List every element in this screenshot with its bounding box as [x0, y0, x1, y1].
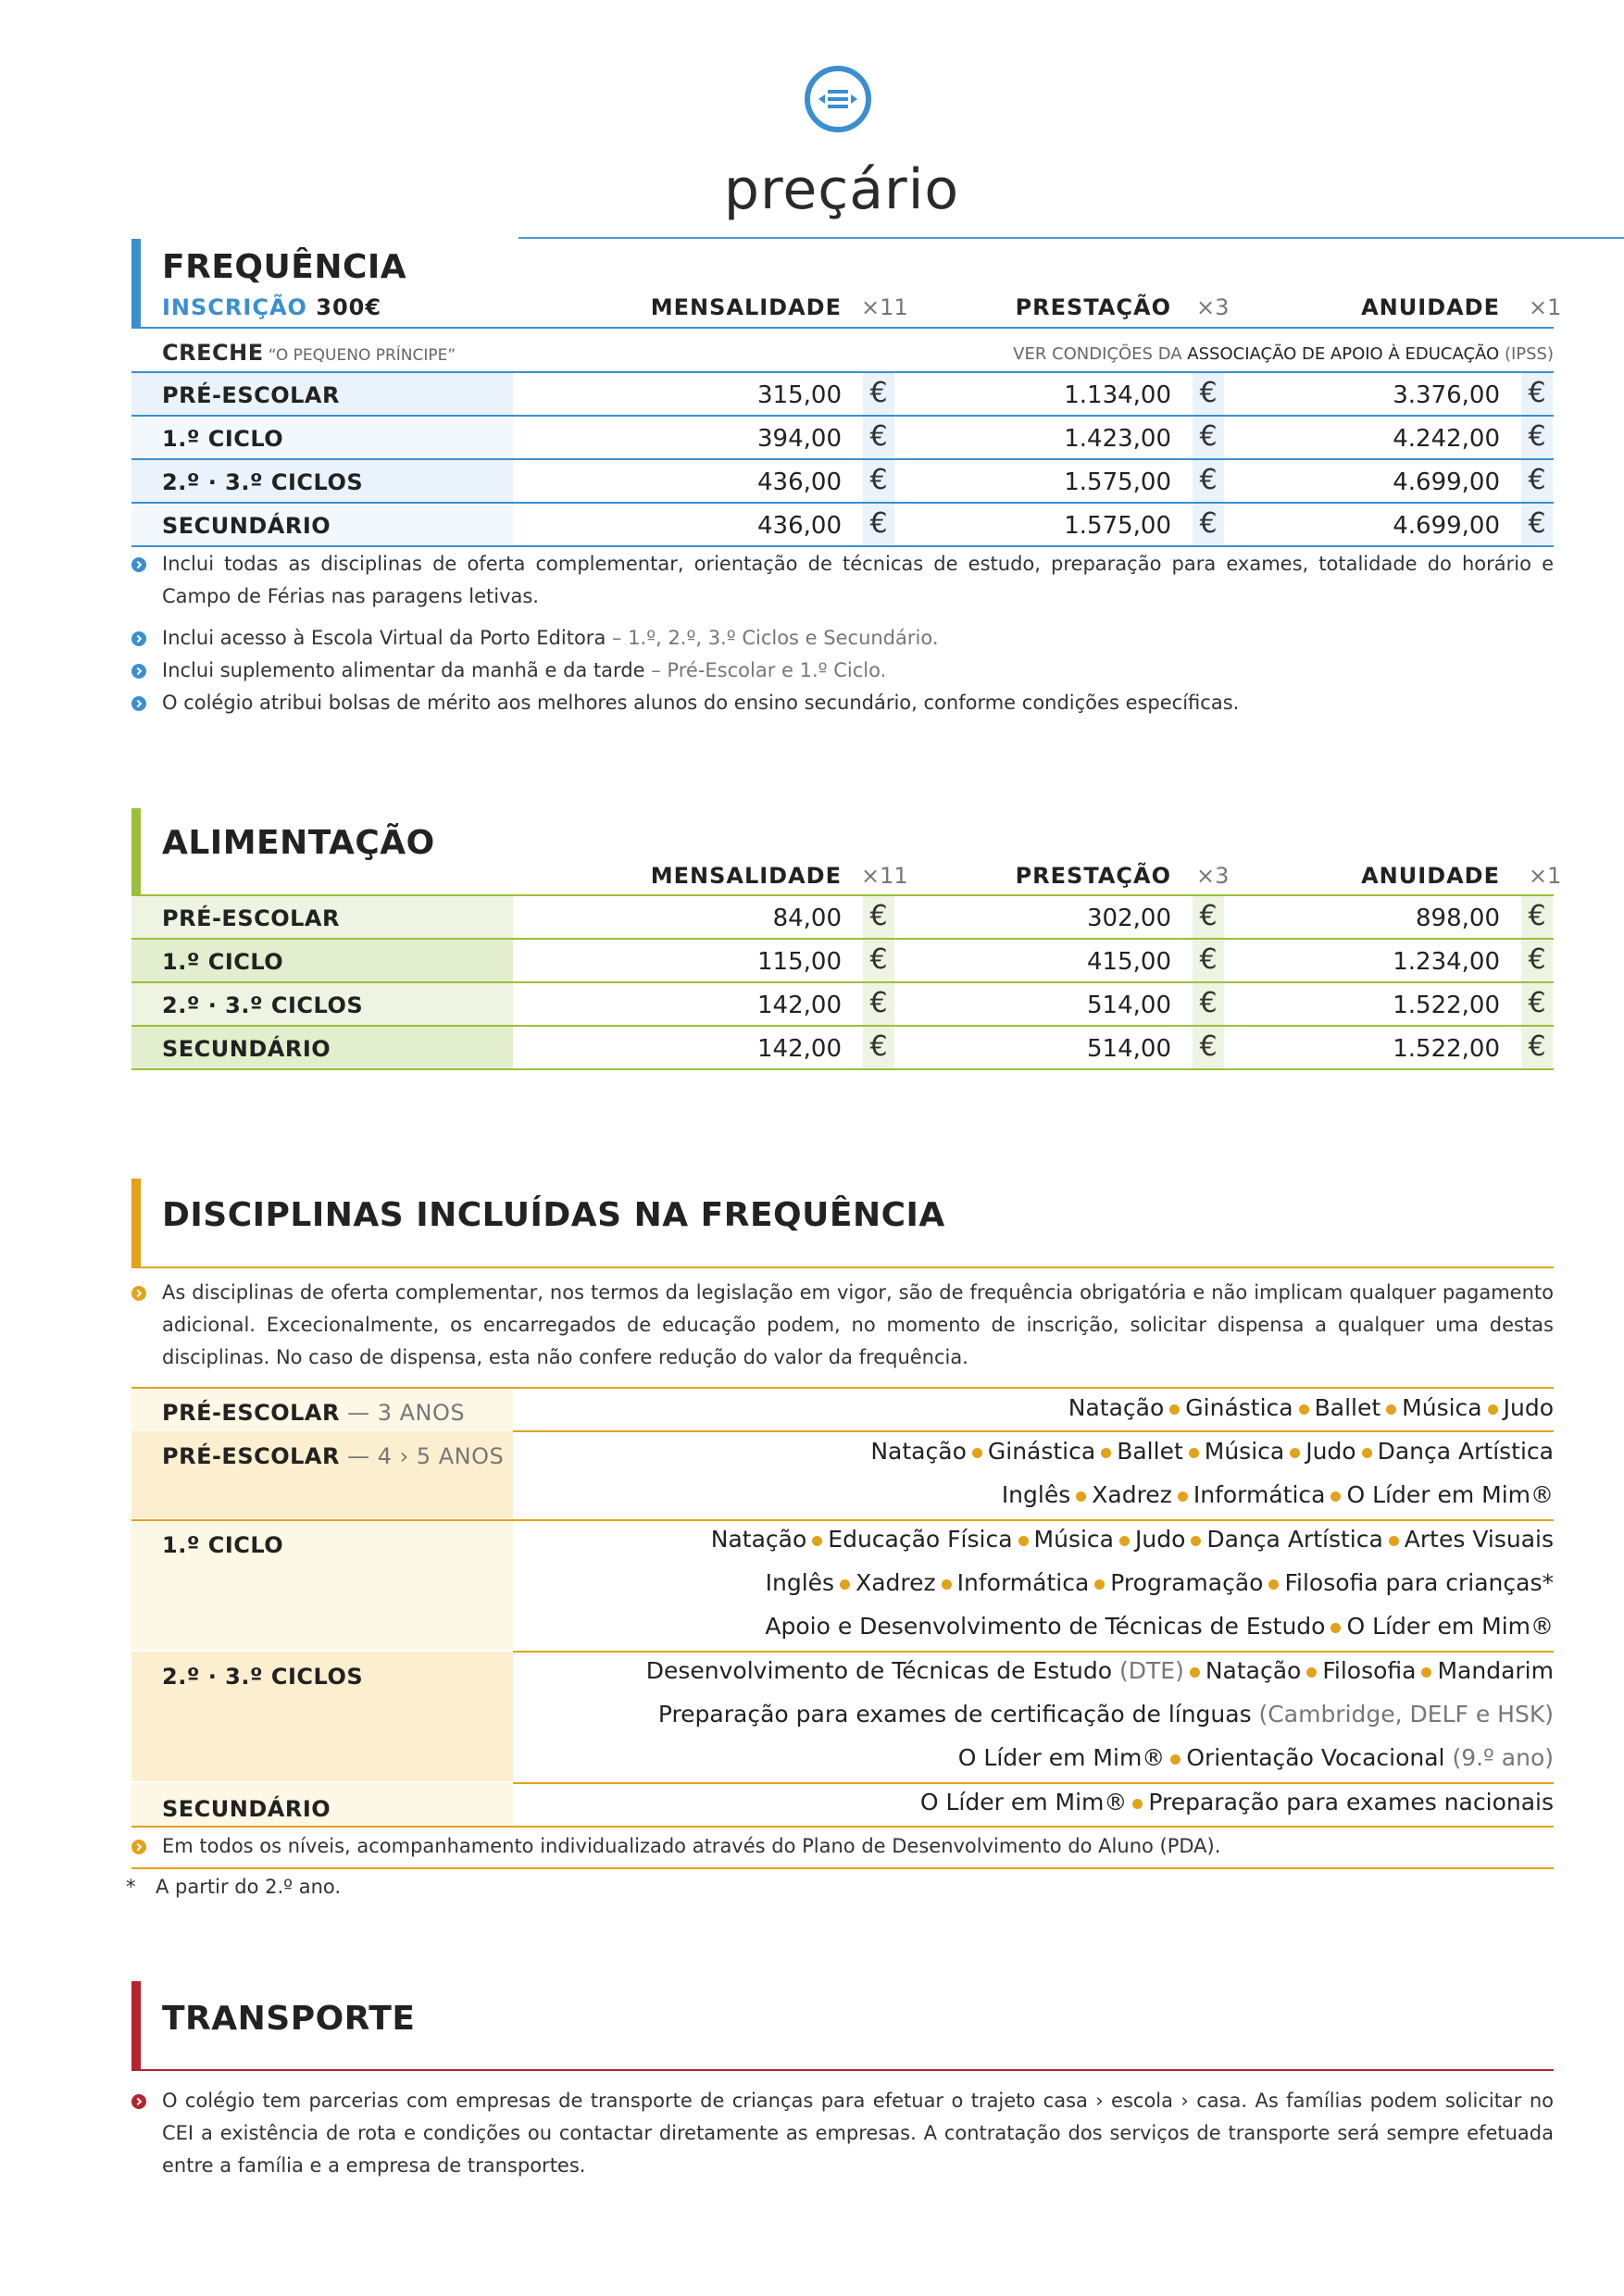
- page-title: preçário: [723, 157, 960, 222]
- note-text: Inclui acesso à Escola Virtual da Porto Editora: [162, 627, 606, 649]
- discipline-item: Natação: [870, 1438, 967, 1465]
- discipline-item: O Líder em Mim®: [1346, 1613, 1554, 1640]
- discipline-item: Música: [1402, 1394, 1482, 1421]
- asterisk-mark: *: [126, 1876, 136, 1898]
- discipline-item-note: (Cambridge, DELF e HSK): [1251, 1701, 1554, 1728]
- note-text: O colégio atribui bolsas de mérito aos melhores alunos do ensino secundário, conforme condições específicas.: [162, 692, 1240, 714]
- price-value: 84,00: [772, 905, 842, 932]
- dot-separator: [1299, 1404, 1309, 1415]
- dot-separator: [1178, 1491, 1188, 1502]
- discipline-item: Desenvolvimento de Técnicas de Estudo: [645, 1657, 1113, 1684]
- euro-symbol: €: [1528, 507, 1546, 540]
- table-rule: [513, 1651, 1554, 1653]
- price-value: 1.522,00: [1393, 992, 1500, 1019]
- euro-symbol: €: [1199, 507, 1218, 540]
- euro-symbol: €: [1199, 1030, 1218, 1063]
- euro-symbol: €: [1199, 900, 1218, 932]
- section-title-disciplinas: DISCIPLINAS INCLUÍDAS NA FREQUÊNCIA: [162, 1196, 945, 1234]
- col-header-prestacao: PRESTAÇÃO: [1015, 294, 1171, 320]
- price-value: 394,00: [757, 425, 842, 453]
- disciplines-line: [920, 1789, 1554, 1816]
- price-value: 4.699,00: [1393, 512, 1500, 540]
- level-1-ciclo: 1.º CICLO: [162, 1532, 284, 1558]
- discipline-item: Dança Artística: [1206, 1526, 1383, 1553]
- euro-symbol: €: [1528, 987, 1546, 1019]
- disciplinas-intro: As disciplinas de oferta complementar, nos termos da legislação em vigor, são de frequência obrigatória e não implicam qualquer pagamento adicional. Excecionalmente, os encarregados de educação podem, no momento de inscrição, solicitar dispensa a qualquer uma destas disciplinas. No caso de dispensa, esta não confere redução do valor da frequência.: [162, 1281, 1554, 1368]
- level-label: PRÉ-ESCOLAR: [162, 1400, 340, 1426]
- inscricao-label: INSCRIÇÃO: [162, 294, 307, 320]
- section-accent-bar: [131, 1179, 141, 1267]
- multiplier-prestacao: ×3: [1196, 863, 1230, 889]
- discipline-item: Orientação Vocacional: [1186, 1744, 1445, 1771]
- discipline-item: Natação: [1205, 1657, 1302, 1684]
- price-value: 115,00: [757, 948, 842, 976]
- section-title-transporte: TRANSPORTE: [162, 2000, 416, 2038]
- euro-symbol: €: [1199, 987, 1218, 1019]
- note-text: Inclui todas as disciplinas de oferta complementar, orientação de técnicas de estudo, preparação para exames, totalidade do horário e Campo de Férias nas paragens letivas.: [162, 553, 1554, 607]
- price-value: 302,00: [1087, 905, 1171, 932]
- bullet-icon: [131, 664, 146, 679]
- discipline-item: Xadrez: [1092, 1481, 1172, 1508]
- discipline-item: Judo: [1135, 1526, 1186, 1553]
- discipline-item: Ballet: [1117, 1438, 1183, 1465]
- creche-row: [162, 340, 456, 366]
- multiplier-mensalidade: ×11: [861, 294, 908, 320]
- table-rule: [513, 1782, 1554, 1784]
- discipline-item: Judo: [1305, 1438, 1356, 1465]
- euro-symbol: €: [1199, 464, 1218, 496]
- section-accent-bar: [131, 1981, 141, 2070]
- discipline-item: Preparação para exames nacionais: [1148, 1789, 1554, 1816]
- price-value: 514,00: [1087, 1035, 1171, 1063]
- dot-separator: [812, 1536, 822, 1546]
- inscricao-value: 300€: [316, 294, 382, 320]
- euro-symbol: €: [1199, 943, 1218, 976]
- euro-symbol: €: [869, 987, 888, 1019]
- note-detail: – Pré-Escolar e 1.º Ciclo.: [644, 659, 887, 681]
- table-rule: [513, 1430, 1554, 1432]
- price-value: 4.242,00: [1393, 425, 1500, 453]
- discipline-item: Natação: [710, 1526, 807, 1553]
- price-value: 315,00: [757, 381, 842, 409]
- disciplines-line: [958, 1744, 1554, 1771]
- price-value: 436,00: [757, 512, 842, 540]
- euro-symbol: €: [1528, 420, 1546, 453]
- euro-symbol: €: [869, 507, 888, 540]
- inscricao: [162, 294, 381, 320]
- dot-separator: [942, 1579, 952, 1590]
- table-rule: [131, 1068, 1554, 1070]
- discipline-item: Mandarim: [1437, 1657, 1554, 1684]
- level-pre-escolar-3: [131, 1400, 513, 1426]
- row-label: SECUNDÁRIO: [162, 1036, 331, 1062]
- price-value: 415,00: [1087, 948, 1171, 976]
- section-accent-bar: [131, 808, 141, 895]
- discipline-item: Inglês: [765, 1569, 835, 1596]
- col-header-mensalidade: MENSALIDADE: [650, 863, 842, 889]
- dot-separator: [1362, 1448, 1372, 1458]
- disciplinas-footer-note: Em todos os níveis, acompanhamento individualizado através do Plano de Desenvolvimento do Aluno (PDA).: [162, 1835, 1221, 1857]
- disciplines-line: [658, 1701, 1554, 1728]
- price-value: 142,00: [757, 992, 842, 1019]
- dot-separator: [1094, 1579, 1105, 1590]
- bullet-icon: [131, 696, 146, 711]
- discipline-item-note: (9.º ano): [1444, 1744, 1554, 1771]
- price-value: 1.134,00: [1064, 381, 1171, 409]
- discipline-item: O Líder em Mim®: [1346, 1481, 1554, 1508]
- price-value: 898,00: [1416, 905, 1500, 932]
- dot-separator: [1306, 1667, 1317, 1678]
- dot-separator: [1119, 1536, 1130, 1546]
- disciplines-line: [870, 1438, 1554, 1465]
- level-secundario: SECUNDÁRIO: [162, 1796, 331, 1822]
- row-label: 2.º · 3.º CICLOS: [162, 469, 364, 495]
- section-rule: [131, 2069, 1554, 2071]
- disciplines-line: [766, 1569, 1554, 1596]
- brand-logo-icon: [804, 65, 872, 133]
- multiplier-anuidade: ×1: [1529, 863, 1562, 889]
- bullet-icon: [131, 2094, 146, 2109]
- euro-symbol: €: [1528, 943, 1546, 976]
- row-label: SECUNDÁRIO: [162, 513, 331, 539]
- euro-symbol: €: [869, 943, 888, 976]
- discipline-item: Música: [1033, 1526, 1114, 1553]
- col-header-prestacao: PRESTAÇÃO: [1015, 863, 1171, 889]
- discipline-item: Ginástica: [987, 1438, 1096, 1465]
- title-divider: [518, 237, 1624, 239]
- discipline-item: Preparação para exames de certificação de línguas: [657, 1701, 1252, 1728]
- euro-symbol: €: [869, 420, 888, 453]
- creche-note-bold: ASSOCIAÇÃO DE APOIO À EDUCAÇÃO: [1187, 344, 1500, 364]
- discipline-item: Informática: [956, 1569, 1090, 1596]
- note-detail: – 1.º, 2.º, 3.º Ciclos e Secundário.: [606, 627, 939, 649]
- creche-note-pre: VER CONDIÇÕES DA: [1013, 344, 1182, 364]
- disciplines-line: [765, 1613, 1554, 1640]
- disciplines-line: [1068, 1394, 1554, 1421]
- euro-symbol: €: [869, 464, 888, 496]
- discipline-item: O Líder em Mim®: [957, 1744, 1166, 1771]
- discipline-item: Música: [1204, 1438, 1285, 1465]
- dot-separator: [1132, 1799, 1143, 1809]
- bullet-icon: [131, 631, 146, 646]
- discipline-item: Judo: [1503, 1394, 1554, 1421]
- price-value: 514,00: [1087, 992, 1171, 1019]
- dot-separator: [1488, 1404, 1498, 1415]
- euro-symbol: €: [869, 377, 888, 409]
- level-2-3-ciclos: 2.º · 3.º CICLOS: [162, 1664, 364, 1690]
- discipline-item: Natação: [1068, 1394, 1165, 1421]
- creche-label: CRECHE: [162, 340, 264, 366]
- discipline-item: Apoio e Desenvolvimento de Técnicas de Estudo: [765, 1613, 1326, 1640]
- discipline-item: Programação: [1110, 1569, 1264, 1596]
- creche-subtitle: “O PEQUENO PRÍNCIPE”: [268, 346, 456, 365]
- table-rule: [131, 1826, 1554, 1828]
- euro-symbol: €: [1528, 464, 1546, 496]
- euro-symbol: €: [1199, 377, 1218, 409]
- section-title-alimentacao: ALIMENTAÇÃO: [162, 824, 435, 862]
- creche-note-post: (IPSS): [1504, 344, 1554, 364]
- price-value: 3.376,00: [1393, 381, 1500, 409]
- table-rule: [131, 327, 1554, 329]
- frequencia-note: [162, 548, 1554, 613]
- euro-symbol: €: [1528, 900, 1546, 932]
- disciplines-line: [1002, 1481, 1554, 1508]
- asterisk-note: A partir do 2.º ano.: [156, 1876, 342, 1898]
- frequencia-note: [162, 622, 1554, 655]
- disciplines-line: [646, 1657, 1554, 1684]
- row-label: 2.º · 3.º CICLOS: [162, 992, 364, 1018]
- row-label: 1.º CICLO: [162, 949, 284, 975]
- dot-separator: [1268, 1579, 1279, 1590]
- dot-separator: [1018, 1536, 1029, 1546]
- dot-separator: [1386, 1404, 1396, 1415]
- euro-symbol: €: [1528, 1030, 1546, 1063]
- bullet-icon: [131, 557, 146, 572]
- table-rule: [131, 545, 1554, 547]
- multiplier-prestacao: ×3: [1196, 294, 1230, 320]
- euro-symbol: €: [869, 900, 888, 932]
- dot-separator: [840, 1579, 850, 1590]
- discipline-item: O Líder em Mim®: [919, 1789, 1128, 1816]
- discipline-item: Dança Artística: [1377, 1438, 1554, 1465]
- dot-separator: [1101, 1448, 1111, 1458]
- discipline-item: Filosofia: [1322, 1657, 1417, 1684]
- dot-separator: [1169, 1404, 1180, 1415]
- discipline-item-note: (DTE): [1112, 1657, 1184, 1684]
- price-value: 436,00: [757, 468, 842, 496]
- creche-note: [1013, 344, 1554, 364]
- price-value: 1.234,00: [1393, 948, 1500, 976]
- frequencia-note: [162, 687, 1554, 719]
- multiplier-anuidade: ×1: [1529, 294, 1562, 320]
- dot-separator: [1330, 1491, 1341, 1502]
- dot-separator: [1330, 1623, 1341, 1633]
- discipline-item: Ballet: [1314, 1394, 1381, 1421]
- table-rule: [131, 1519, 1554, 1521]
- price-value: 1.423,00: [1064, 425, 1171, 453]
- dot-separator: [1170, 1754, 1181, 1765]
- section-accent-bar: [131, 239, 141, 328]
- section-rule: [131, 1267, 1554, 1268]
- price-value: 1.522,00: [1393, 1035, 1500, 1063]
- bullet-icon: [131, 1840, 146, 1854]
- discipline-item: Xadrez: [856, 1569, 936, 1596]
- price-value: 4.699,00: [1393, 468, 1500, 496]
- col-header-mensalidade: MENSALIDADE: [650, 294, 842, 320]
- multiplier-mensalidade: ×11: [861, 863, 908, 889]
- euro-symbol: €: [1199, 420, 1218, 453]
- dot-separator: [1076, 1491, 1086, 1502]
- discipline-item: Educação Física: [828, 1526, 1013, 1553]
- discipline-item: Artes Visuais: [1404, 1526, 1554, 1553]
- row-label: 1.º CICLO: [162, 426, 284, 452]
- row-label: PRÉ-ESCOLAR: [162, 382, 340, 408]
- dot-separator: [1189, 1448, 1199, 1458]
- section-rule: [131, 1867, 1554, 1869]
- level-label: PRÉ-ESCOLAR: [162, 1443, 340, 1469]
- section-title-frequencia: FREQUÊNCIA: [162, 248, 407, 286]
- discipline-item: Filosofia para crianças*: [1284, 1569, 1554, 1596]
- col-header-anuidade: ANUIDADE: [1361, 863, 1500, 889]
- dot-separator: [1421, 1667, 1431, 1678]
- disciplines-line: [711, 1526, 1554, 1553]
- row-label: PRÉ-ESCOLAR: [162, 905, 340, 931]
- dot-separator: [972, 1448, 982, 1458]
- bullet-icon: [131, 1286, 146, 1301]
- dot-separator: [1389, 1536, 1399, 1546]
- price-value: 142,00: [757, 1035, 842, 1063]
- discipline-item: Informática: [1193, 1481, 1326, 1508]
- dot-separator: [1191, 1536, 1201, 1546]
- level-sub: — 4 › 5 ANOS: [339, 1443, 505, 1469]
- transporte-text: O colégio tem parcerias com empresas de transporte de crianças para efetuar o trajeto casa › escola › casa. As famílias podem solicitar no CEI a existência de rota e condições ou contactar diretamente as empresas. A contratação dos serviços de transporte será sempre efetuada entre a família e a empresa de transportes.: [162, 2090, 1554, 2177]
- discipline-item: Ginástica: [1185, 1394, 1293, 1421]
- price-value: 1.575,00: [1064, 468, 1171, 496]
- dot-separator: [1290, 1448, 1300, 1458]
- euro-symbol: €: [869, 1030, 888, 1063]
- note-text: Inclui suplemento alimentar da manhã e da tarde: [162, 659, 645, 681]
- euro-symbol: €: [1528, 377, 1546, 409]
- level-pre-escolar-45: [131, 1443, 513, 1469]
- discipline-item: Inglês: [1001, 1481, 1071, 1508]
- frequencia-note: [162, 655, 1554, 687]
- level-sub: — 3 ANOS: [339, 1400, 466, 1426]
- price-value: 1.575,00: [1064, 512, 1171, 540]
- col-header-anuidade: ANUIDADE: [1361, 294, 1500, 320]
- dot-separator: [1190, 1667, 1200, 1678]
